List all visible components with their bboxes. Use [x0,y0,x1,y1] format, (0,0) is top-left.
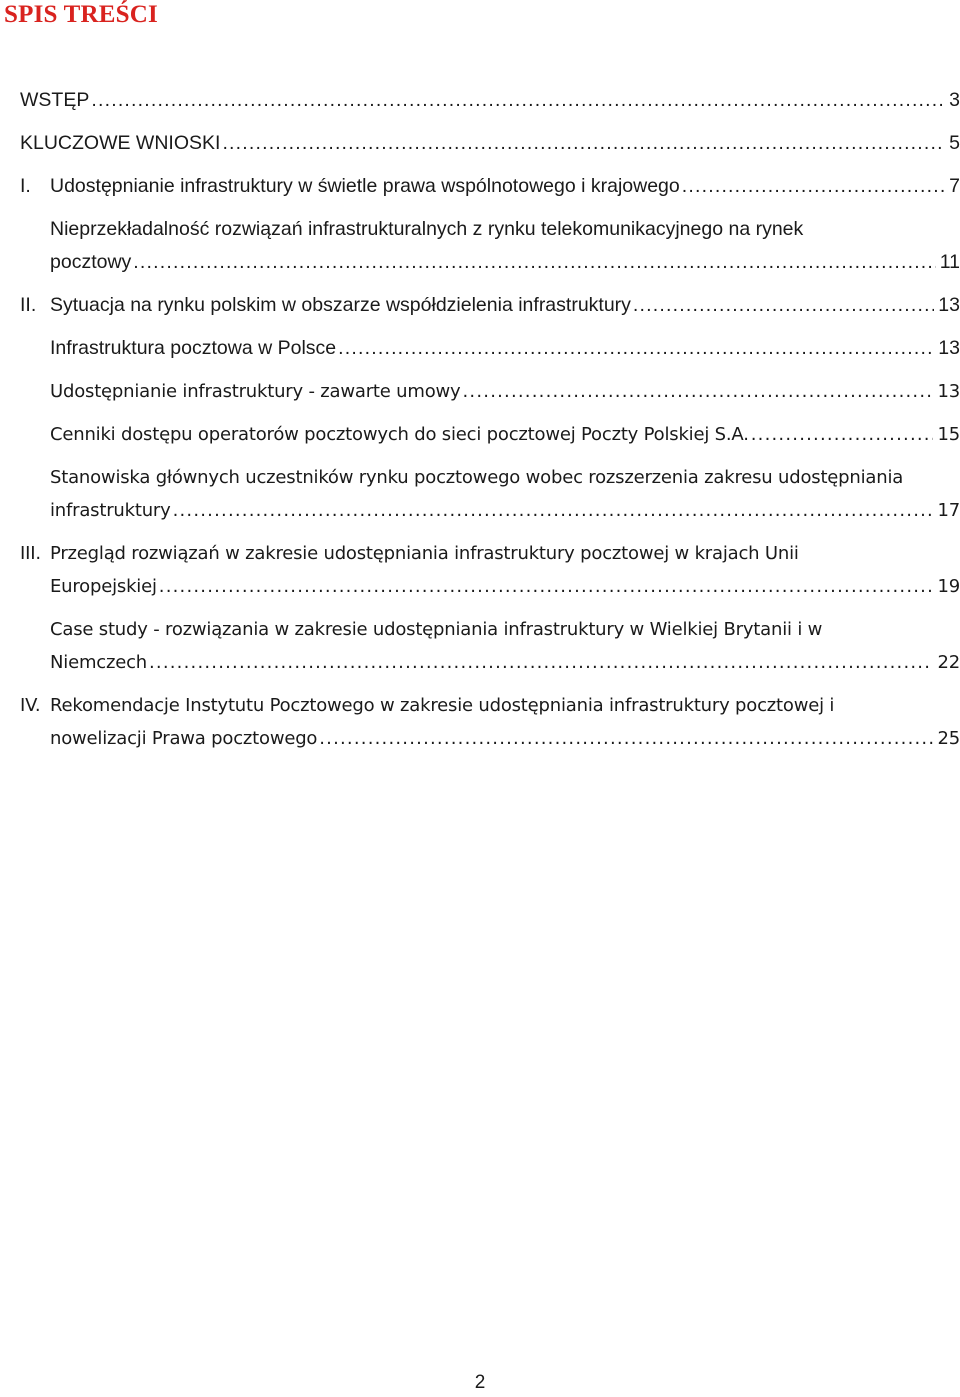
toc-chapter-number: I. [20,175,31,197]
toc-entry-nieprzekladalnosc[interactable] [50,213,960,279]
toc-entry-chapter-4[interactable] [20,689,960,755]
toc-leader-dots [751,418,934,451]
toc-chapter-number: II. [20,294,37,316]
toc-page-number: 7 [949,175,960,197]
toc-entry-label-continued: pocztowy [50,251,132,273]
toc-page-number: 13 [937,381,960,402]
toc-entry-label: WSTĘP [20,89,90,111]
toc-leader-dots [222,127,945,160]
toc-entry-label: Nieprzekładalność rozwiązań infrastrukturalnych z rynku telekomunikacyjnego na rynek [50,218,804,240]
toc-entry-infrastruktura-pocztowa[interactable] [50,332,960,365]
toc-page-number: 22 [937,652,960,673]
toc-leader-dots [338,332,934,365]
toc-title: SPIS TREŚCI [4,1,158,28]
toc-entry-label: Rekomendacje Instytutu Pocztowego w zakresie udostępniania infrastruktury pocztowej i [50,695,835,716]
toc-entry-label: Sytuacja na rynku polskim w obszarze współdzielenia infrastruktury [50,294,631,316]
toc-leader-dots [633,289,934,322]
toc-page-number: 15 [937,424,960,445]
toc-leader-dots [91,84,945,117]
toc-page-number: 11 [939,251,960,273]
toc-leader-dots [133,246,935,279]
toc-entry-stanowiska[interactable] [50,461,960,527]
toc-leader-dots [173,494,934,527]
toc-leader-dots [159,570,934,603]
toc-leader-dots [463,375,934,408]
toc-chapter-number: III. [20,543,41,564]
toc-entry-label: Przegląd rozwiązań w zakresie udostępniania infrastruktury pocztowej w krajach Unii [50,543,799,564]
toc-page-number: 3 [949,89,960,111]
toc-entry-cenniki[interactable] [50,418,960,451]
toc-entry-chapter-2[interactable] [20,289,960,322]
toc-entry-kluczowe-wnioski[interactable] [20,127,960,160]
toc-page-number: 19 [937,576,960,597]
toc-entry-label-continued: Niemczech [50,652,147,673]
toc-entry-label: KLUCZOWE WNIOSKI [20,132,221,154]
toc-leader-dots [319,722,933,755]
toc-entry-label: Cenniki dostępu operatorów pocztowych do sieci pocztowej Poczty Polskiej S.A. [50,424,749,445]
toc-entry-label-continued: infrastruktury [50,500,171,521]
toc-entry-label: Infrastruktura pocztowa w Polsce [50,337,337,359]
toc-entry-label-continued: Europejskiej [50,576,157,597]
toc-entry-wstep[interactable] [20,84,960,117]
toc-entry-label: Stanowiska głównych uczestników rynku pocztowego wobec rozszerzenia zakresu udostępniania [50,467,904,488]
toc-chapter-number: IV. [20,695,41,716]
toc-entry-label: Case study - rozwiązania w zakresie udostępniania infrastruktury w Wielkiej Brytanii i w [50,619,823,640]
toc-page-number: 17 [937,500,960,521]
toc-leader-dots [149,646,933,679]
toc-entry-chapter-3[interactable] [20,537,960,603]
toc-entry-label-continued: nowelizacji Prawa pocztowego [50,728,318,749]
toc-leader-dots [682,170,945,203]
toc-entry-case-study[interactable] [50,613,960,679]
toc-page-number: 13 [938,294,960,316]
page-number: 2 [474,1372,486,1393]
toc-entry-label: Udostępnianie infrastruktury w świetle prawa wspólnotowego i krajowego [50,175,680,197]
toc-page-number: 13 [938,337,960,359]
toc-entry-chapter-1[interactable] [20,170,960,203]
toc-page-number: 25 [937,728,960,749]
toc-page-number: 5 [949,132,960,154]
toc-entry-label: Udostępnianie infrastruktury - zawarte umowy [50,381,461,402]
toc-entry-zawarte-umowy[interactable] [50,375,960,408]
